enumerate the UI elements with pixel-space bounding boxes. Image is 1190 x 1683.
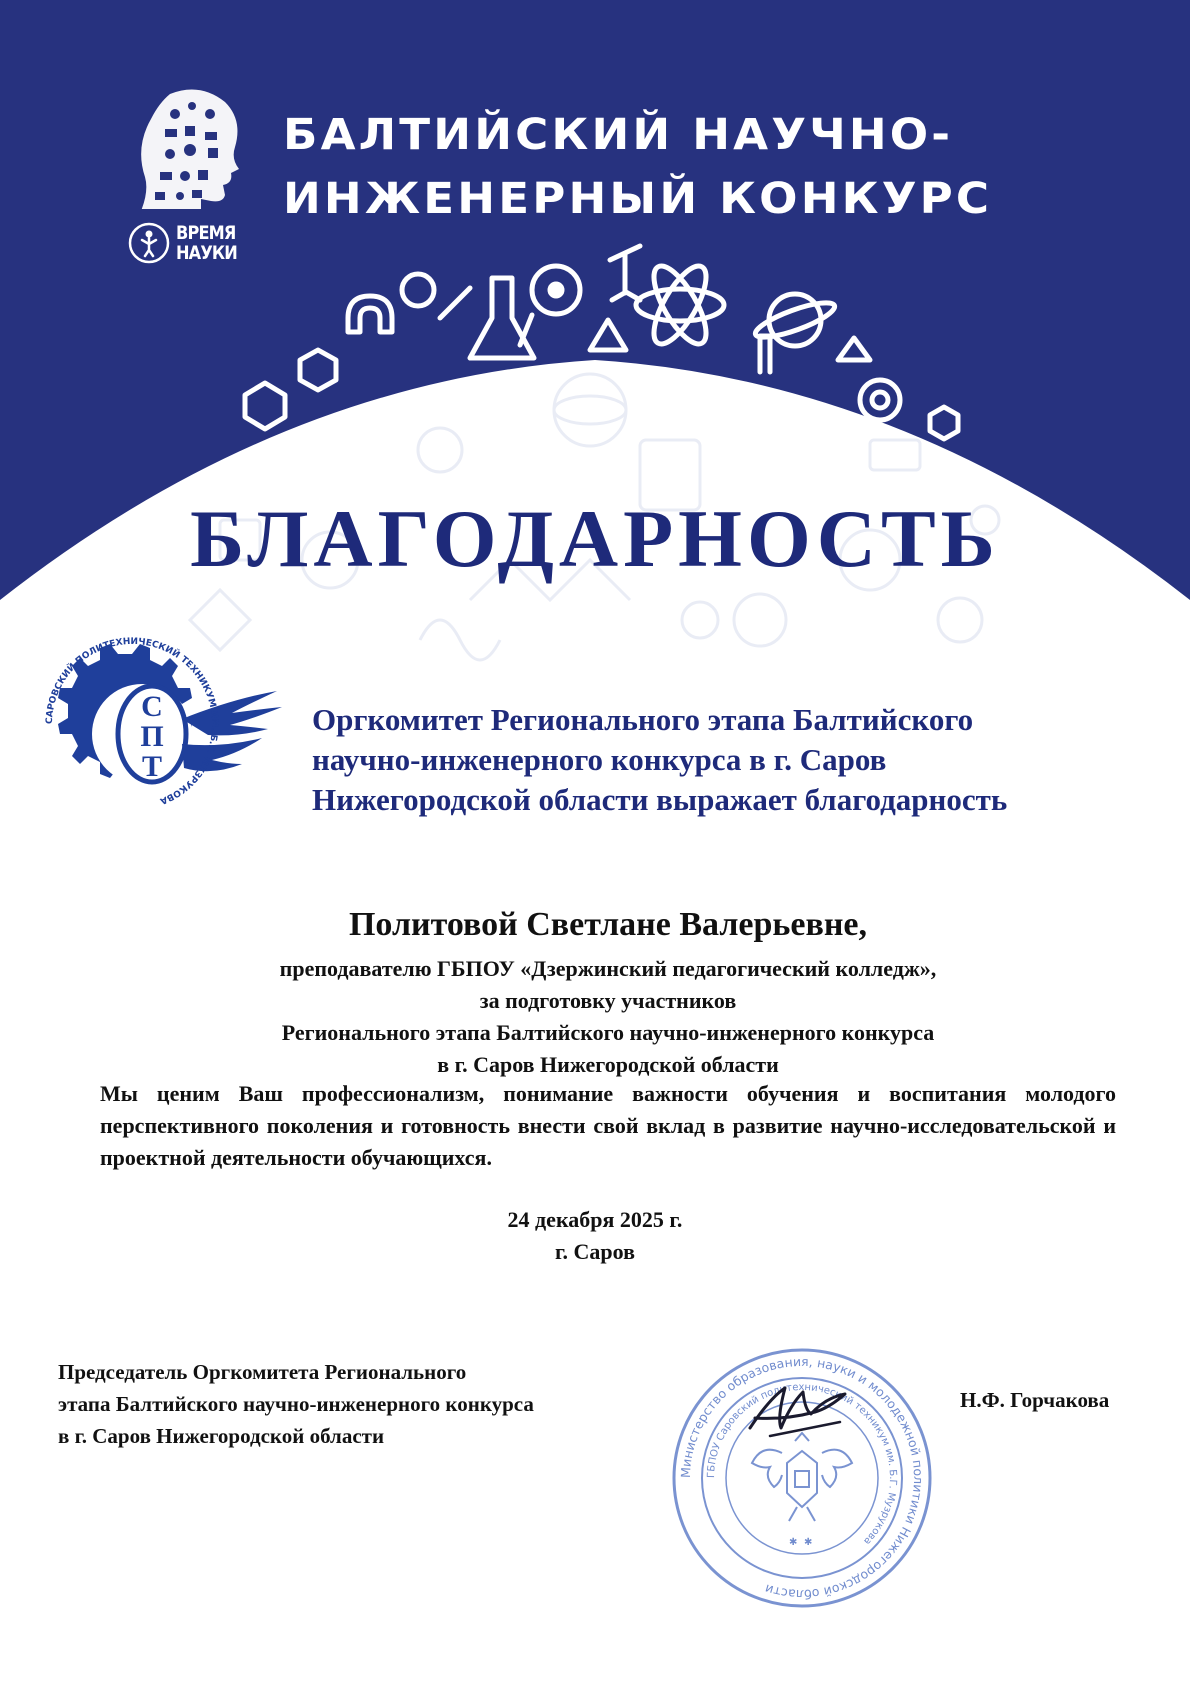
organizer-statement-line: научно-инженерного конкурса в г. Саров: [312, 742, 887, 777]
brand-logo-text: ВРЕМЯ НАУКИ: [176, 222, 237, 264]
appreciation-text: Мы ценим Ваш профессионализм, понимание важности обучения и воспитания молодого перспективного поколения и готовность внести свой вклад в развитие научно-исследовательской и проектной деятельности обучающихся.: [100, 1081, 1116, 1170]
chairperson-title: [58, 1356, 534, 1452]
atom-person-icon: [128, 222, 170, 264]
date-place-block: [0, 1204, 1190, 1268]
handwritten-signature: [740, 1370, 860, 1450]
organizer-statement: [312, 700, 1007, 820]
issue-place: г. Саров: [555, 1239, 635, 1264]
svg-text:П: П: [140, 720, 164, 753]
organizer-statement-line: Оргкомитет Регионального этапа Балтийского: [312, 702, 974, 737]
recipient-name: Политовой Светлане Валерьевне,: [348, 906, 868, 943]
recipient-detail-line: в г. Саров Нижегородской области: [437, 1052, 779, 1077]
recipient-block: [100, 905, 1116, 1081]
recipient-detail-line: за подготовку участников: [479, 988, 737, 1013]
stamp-inner-text: ГБПОУ Саровский политехнический техникум им. Б.Г. Музрукова: [705, 1381, 899, 1547]
document-title: БЛАГОДАРНОСТЬ: [190, 493, 1000, 584]
chairperson-title-line: этапа Балтийского научно-инженерного конкурса: [58, 1392, 534, 1416]
contest-title: [283, 103, 992, 231]
svg-text:✱: ✱: [789, 1537, 798, 1548]
college-logo-ring-text: САРОВСКИЙ ПОЛИТЕХНИЧЕСКИЙ ТЕХНИКУМ ИМ. Б.Г. МУЗРУКОВА: [44, 636, 220, 806]
contest-title-line: ИНЖЕНЕРНЫЙ КОНКУРС: [283, 174, 993, 224]
stamp-outer-text: Министерство образования, науки и молодежной политики Нижегородской области: [677, 1353, 927, 1603]
contest-head-logo: [130, 84, 255, 209]
chairperson-title-line: в г. Саров Нижегородской области: [58, 1424, 385, 1448]
college-logo: [32, 624, 282, 824]
signer-name: Н.Ф. Горчакова: [960, 1388, 1110, 1412]
svg-text:Т: Т: [141, 750, 163, 783]
recipient-detail-line: преподавателю ГБПОУ «Дзержинский педагогический колледж»,: [279, 956, 937, 981]
contest-title-line: БАЛТИЙСКИЙ НАУЧНО-: [283, 110, 954, 160]
issue-date: 24 декабря 2025 г.: [507, 1207, 683, 1232]
svg-text:С: С: [141, 690, 163, 723]
chairperson-title-line: Председатель Оргкомитета Регионального: [58, 1360, 467, 1384]
organizer-statement-line: Нижегородской области выражает благодарность: [312, 782, 1008, 817]
svg-text:✱: ✱: [804, 1537, 813, 1548]
brand-logo: [128, 222, 248, 264]
recipient-detail-line: Регионального этапа Балтийского научно-инженерного конкурса: [281, 1020, 935, 1045]
